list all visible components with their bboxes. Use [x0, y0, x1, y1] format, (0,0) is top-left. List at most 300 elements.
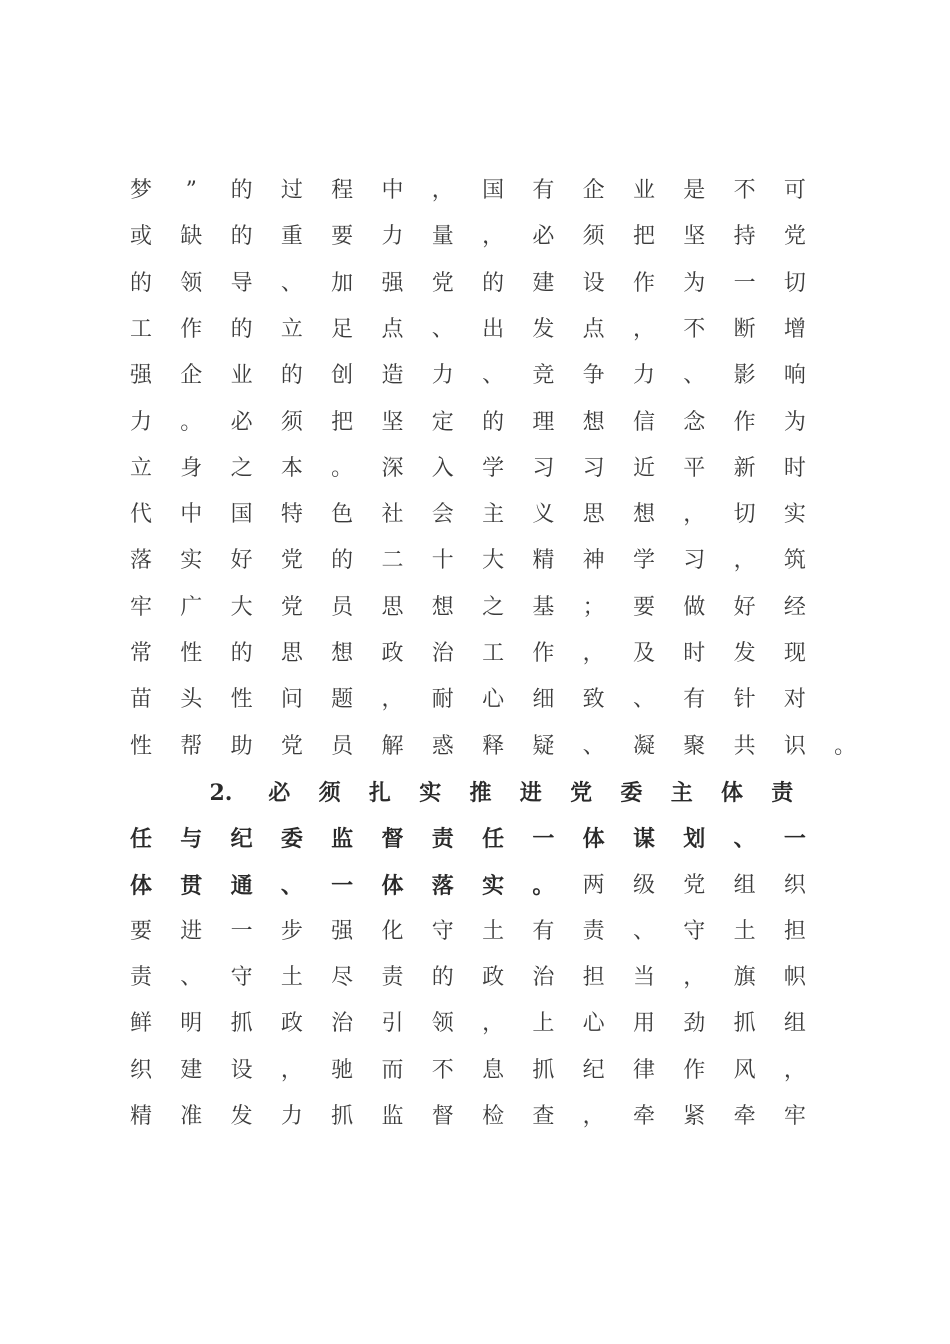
text-char: 责	[431, 826, 454, 853]
text-char: ，	[783, 1057, 806, 1083]
text-char: 治	[431, 641, 454, 666]
paragraph-1-line	[0, 214, 950, 260]
paragraph-2-line	[0, 1094, 950, 1140]
text-char: 帮	[180, 733, 203, 759]
text-char: 、	[733, 826, 756, 853]
text-char: 切	[783, 270, 806, 296]
text-char: 细	[532, 687, 555, 713]
text-char: 断	[733, 316, 756, 342]
text-char: 把	[632, 224, 655, 250]
text-char: 一	[230, 918, 253, 944]
text-char: 党	[280, 548, 303, 574]
text-char: 的	[230, 224, 253, 250]
text-char: 委	[620, 779, 643, 806]
text-char: 落	[129, 548, 152, 574]
text-char: 梦	[129, 178, 152, 203]
text-char: 须	[280, 409, 303, 435]
text-char: 明	[180, 1011, 203, 1037]
text-char: 影	[733, 363, 756, 389]
text-char: 会	[431, 502, 454, 528]
text-char: 组	[733, 872, 756, 898]
paragraph-2-line	[0, 1001, 950, 1047]
text-char: 作	[632, 270, 655, 296]
text-char: 党	[280, 733, 303, 759]
text-char: 量	[431, 224, 454, 250]
text-char: 牵	[733, 1104, 756, 1129]
text-char: 设	[230, 1057, 253, 1083]
text-char: 强	[331, 918, 354, 944]
text-char: 平	[683, 455, 706, 481]
text-char: 实	[482, 872, 505, 899]
text-char: 发	[733, 641, 756, 666]
paragraph-2-line	[0, 955, 950, 1001]
text-char: 通	[230, 872, 253, 899]
text-char: 广	[180, 594, 203, 620]
text-char: 性	[129, 733, 152, 759]
text-char: 经	[783, 594, 806, 620]
text-char: 当	[632, 965, 655, 991]
text-char: 须	[318, 779, 341, 806]
text-char: 题	[331, 687, 354, 713]
text-char: 代	[129, 502, 152, 528]
text-char: 想	[582, 409, 605, 435]
text-char: ，	[431, 178, 454, 203]
paragraph-1-line	[0, 353, 950, 399]
text-char: 力	[381, 224, 404, 250]
text-char: 不	[431, 1057, 454, 1083]
text-char: 必	[230, 409, 253, 435]
text-char: 一	[733, 270, 756, 296]
text-char: 责	[381, 965, 404, 991]
text-char: 员	[331, 594, 354, 620]
text-char: 立	[129, 455, 152, 481]
text-char: 国	[482, 178, 505, 203]
text-char: 心	[482, 687, 505, 713]
text-char: 理	[532, 409, 555, 435]
text-char: 作	[683, 1057, 706, 1083]
text-char: 作	[532, 641, 555, 666]
text-char: 一	[331, 872, 354, 899]
text-char: 为	[683, 270, 706, 296]
text-char: 、	[431, 316, 454, 342]
text-char: 共	[733, 733, 756, 759]
text-char: 本	[280, 455, 303, 481]
text-char: 神	[582, 548, 605, 574]
text-char: 督	[381, 826, 404, 853]
text-char: 帜	[783, 965, 806, 991]
paragraph-2-line	[0, 816, 950, 862]
text-char: 的	[482, 270, 505, 296]
text-char: 建	[180, 1057, 203, 1083]
text-char: 、	[683, 363, 706, 389]
text-char: 入	[431, 455, 454, 481]
text-char: 立	[280, 316, 303, 342]
text-char: 建	[532, 270, 555, 296]
text-char: 担	[783, 918, 806, 944]
text-char: 惑	[431, 733, 454, 759]
text-char: 必	[268, 779, 291, 806]
text-char: 问	[280, 687, 303, 713]
text-char: 土	[733, 918, 756, 944]
text-char: 常	[129, 641, 152, 666]
text-char: 检	[482, 1104, 505, 1129]
text-char: 业	[632, 178, 655, 203]
text-char: 主	[670, 779, 693, 806]
text-char: 的	[129, 270, 152, 296]
text-char: 政	[381, 641, 404, 666]
text-char: 的	[331, 548, 354, 574]
text-char: 而	[381, 1057, 404, 1083]
text-char: 抓	[733, 1011, 756, 1037]
text-char: 时	[683, 641, 706, 666]
text-char: 要	[331, 224, 354, 250]
text-char: 牢	[783, 1104, 806, 1129]
text-char: 贯	[180, 872, 203, 899]
text-char: 用	[632, 1011, 655, 1037]
text-char: 心	[582, 1011, 605, 1037]
text-char: 想	[431, 594, 454, 620]
text-char: 现	[783, 641, 806, 666]
text-char: 抓	[331, 1104, 354, 1129]
text-char: 对	[783, 687, 806, 713]
text-char: 要	[129, 918, 152, 944]
text-char: 督	[431, 1104, 454, 1129]
text-char: 责	[582, 918, 605, 944]
text-char: 治	[532, 965, 555, 991]
text-char: ，	[632, 316, 655, 342]
text-char: 。	[331, 455, 354, 481]
text-char: 旗	[733, 965, 756, 991]
text-char: 两	[582, 872, 605, 898]
text-char: 委	[280, 826, 303, 853]
text-char: 筑	[783, 548, 806, 574]
text-char: 治	[331, 1011, 354, 1037]
text-char: 领	[180, 270, 203, 296]
text-char: 思	[582, 502, 605, 528]
text-char: 坚	[381, 409, 404, 435]
text-char: 想	[632, 502, 655, 528]
text-char: 足	[331, 316, 354, 342]
text-char: 须	[582, 224, 605, 250]
text-char: 精	[129, 1104, 152, 1129]
text-char: 驰	[331, 1057, 354, 1083]
text-char: 政	[482, 965, 505, 991]
paragraph-1-line	[0, 585, 950, 631]
text-char: 持	[733, 224, 756, 250]
text-char: 抓	[230, 1011, 253, 1037]
text-char: 想	[331, 641, 354, 666]
text-char: ，	[482, 224, 505, 250]
text-char: 责	[129, 965, 152, 991]
text-char: 设	[582, 270, 605, 296]
text-char: 苗	[129, 687, 152, 713]
text-char: 发	[532, 316, 555, 342]
paragraph-1-line	[0, 631, 950, 677]
text-char: 责	[771, 779, 794, 806]
text-char: 深	[381, 455, 404, 481]
text-char: 精	[532, 548, 555, 574]
text-char: 有	[683, 687, 706, 713]
paragraph-1-line	[0, 677, 950, 723]
text-char: 作	[733, 409, 756, 435]
text-char: 坚	[683, 224, 706, 250]
text-char: 念	[683, 409, 706, 435]
text-char: 中	[180, 502, 203, 528]
text-char: 及	[632, 641, 655, 666]
text-char: 的	[230, 178, 253, 203]
text-char: ，	[582, 1104, 605, 1129]
text-char: 组	[783, 1011, 806, 1037]
text-char: 任	[482, 826, 505, 853]
text-char: ；	[582, 594, 605, 620]
text-char: 织	[783, 872, 806, 898]
text-char: 进	[180, 918, 203, 944]
text-char: 切	[733, 502, 756, 528]
text-char: 的	[230, 641, 253, 666]
text-char: 过	[280, 178, 303, 203]
text-char: 发	[230, 1104, 253, 1129]
text-char: 信	[632, 409, 655, 435]
text-char: 好	[733, 594, 756, 620]
text-char: 时	[783, 455, 806, 481]
text-char: 党	[280, 594, 303, 620]
text-char: 党	[783, 224, 806, 250]
text-char: 鲜	[129, 1011, 152, 1037]
text-char: 、	[632, 918, 655, 944]
text-char: 党	[431, 270, 454, 296]
text-char: 创	[331, 363, 354, 389]
text-char: 准	[180, 1104, 203, 1129]
text-char: 点	[381, 316, 404, 342]
text-char: 尽	[331, 965, 354, 991]
text-char: 之	[230, 455, 253, 481]
text-char: 谋	[632, 826, 655, 853]
text-char: 中	[381, 178, 404, 203]
text-char: 守	[230, 965, 253, 991]
text-char: 化	[381, 918, 404, 944]
text-char: 不	[683, 316, 706, 342]
text-char: 致	[582, 687, 605, 713]
text-char: 业	[230, 363, 253, 389]
text-char: 步	[280, 918, 303, 944]
text-char: 重	[280, 224, 303, 250]
text-char: 主	[482, 502, 505, 528]
text-char: 实	[783, 502, 806, 528]
text-char: 学	[632, 548, 655, 574]
text-char: 牵	[632, 1104, 655, 1129]
text-char: 、	[180, 965, 203, 991]
text-char: 抓	[532, 1057, 555, 1083]
text-char: 特	[280, 502, 303, 528]
text-char: 导	[230, 270, 253, 296]
text-char: 有	[532, 178, 555, 203]
text-char: 国	[230, 502, 253, 528]
text-char: ，	[381, 687, 404, 713]
text-char: 聚	[683, 733, 706, 759]
text-char: 出	[482, 316, 505, 342]
text-char: 、	[582, 733, 605, 759]
text-char: 为	[783, 409, 806, 435]
text-char: ，	[683, 502, 706, 528]
text-char: 释	[482, 733, 505, 759]
text-char: 学	[482, 455, 505, 481]
text-char: 要	[632, 594, 655, 620]
text-char: 或	[129, 224, 152, 250]
text-char: 点	[582, 316, 605, 342]
text-char: 体	[721, 779, 744, 806]
text-char: 程	[331, 178, 354, 203]
text-char: 工	[129, 316, 152, 342]
text-char: 思	[280, 641, 303, 666]
paragraph-2-line	[0, 1048, 950, 1094]
text-char: 色	[331, 502, 354, 528]
text-char: 任	[129, 826, 152, 853]
text-char: 实	[419, 779, 442, 806]
text-char: 身	[180, 455, 203, 481]
text-char: 工	[482, 641, 505, 666]
paragraph-1-line	[0, 538, 950, 584]
text-char: 凝	[632, 733, 655, 759]
text-char: 体	[582, 826, 605, 853]
text-char: 上	[532, 1011, 555, 1037]
text-char: 习	[582, 455, 605, 481]
text-char: 性	[180, 641, 203, 666]
text-char: ，	[280, 1057, 303, 1083]
text-char: 守	[683, 918, 706, 944]
text-char: 一	[532, 826, 555, 853]
text-char: ，	[733, 548, 756, 574]
text-char: 之	[482, 594, 505, 620]
text-char: 习	[532, 455, 555, 481]
text-char: 、	[482, 363, 505, 389]
paragraph-1-line	[0, 446, 950, 492]
text-char: 把	[331, 409, 354, 435]
text-char: 查	[532, 1104, 555, 1129]
paragraph-2-line	[0, 863, 950, 909]
paragraph-2-line	[0, 909, 950, 955]
text-char: 律	[632, 1057, 655, 1083]
text-char: 纪	[582, 1057, 605, 1083]
text-char: 领	[431, 1011, 454, 1037]
text-char: 争	[582, 363, 605, 389]
text-char: 做	[683, 594, 706, 620]
text-char: 的	[280, 363, 303, 389]
paragraph-1-line	[0, 400, 950, 446]
text-char: 担	[582, 965, 605, 991]
text-char: 进	[519, 779, 542, 806]
text-char: 守	[431, 918, 454, 944]
text-char: 、	[632, 687, 655, 713]
text-char: 划	[683, 826, 706, 853]
text-char: 纪	[230, 826, 253, 853]
text-char: 引	[381, 1011, 404, 1037]
text-char: 作	[180, 316, 203, 342]
text-char: 大	[230, 594, 253, 620]
paragraph-1-line	[0, 168, 950, 214]
text-char: ，	[482, 1011, 505, 1037]
text-char: 是	[683, 178, 706, 203]
text-char: 大	[482, 548, 505, 574]
text-char: 党	[683, 872, 706, 898]
text-char: 力	[280, 1104, 303, 1129]
text-char: ，	[582, 641, 605, 666]
text-char: 思	[381, 594, 404, 620]
text-char: 增	[783, 316, 806, 342]
text-char: 监	[331, 826, 354, 853]
text-char: 。	[532, 872, 555, 899]
text-char: 识	[783, 733, 806, 759]
text-char: 解	[381, 733, 404, 759]
text-char: 定	[431, 409, 454, 435]
text-char: 土	[482, 918, 505, 944]
text-char: 响	[783, 363, 806, 389]
text-char: ，	[683, 965, 706, 991]
text-char: 、	[280, 270, 303, 296]
text-char: 缺	[180, 224, 203, 250]
text-char: 党	[570, 779, 593, 806]
text-char: 级	[632, 872, 655, 898]
text-char: 企	[180, 363, 203, 389]
text-char: 推	[469, 779, 492, 806]
text-char: 助	[230, 733, 253, 759]
text-char: 基	[532, 594, 555, 620]
text-char: 义	[532, 502, 555, 528]
text-char: 风	[733, 1057, 756, 1083]
paragraph-1-line	[0, 307, 950, 353]
text-char: 、	[280, 872, 303, 899]
text-char: ”	[185, 178, 197, 203]
text-char: 。	[180, 409, 203, 435]
text-char: 竞	[532, 363, 555, 389]
text-char: 耐	[431, 687, 454, 713]
text-char: 疑	[532, 733, 555, 759]
text-char: 针	[733, 687, 756, 713]
text-char: 必	[532, 224, 555, 250]
text-char: 造	[381, 363, 404, 389]
text-char: 力	[129, 409, 152, 435]
text-char: 十	[431, 548, 454, 574]
heading-number: 2.	[209, 779, 233, 806]
paragraph-2-heading-line	[0, 770, 950, 816]
text-char: 强	[129, 363, 152, 389]
text-char: 头	[180, 687, 203, 713]
text-char: 力	[431, 363, 454, 389]
text-char: 体	[129, 872, 152, 899]
text-char: 牢	[129, 594, 152, 620]
text-char: 力	[632, 363, 655, 389]
text-char: 近	[632, 455, 655, 481]
text-char: 新	[733, 455, 756, 481]
text-char: 强	[381, 270, 404, 296]
text-char: 的	[230, 316, 253, 342]
text-char: 加	[331, 270, 354, 296]
text-char: 企	[582, 178, 605, 203]
text-char: 扎	[368, 779, 391, 806]
paragraph-1-line	[0, 724, 950, 770]
text-char: 性	[230, 687, 253, 713]
text-char: 土	[280, 965, 303, 991]
paragraph-1-line	[0, 261, 950, 307]
text-char: 实	[180, 548, 203, 574]
text-char: 二	[381, 548, 404, 574]
text-char: 好	[230, 548, 253, 574]
text-char: 与	[180, 826, 203, 853]
text-char: 的	[431, 965, 454, 991]
text-char: 监	[381, 1104, 404, 1129]
text-char: 可	[783, 178, 806, 203]
text-char: 有	[532, 918, 555, 944]
text-char: 社	[381, 502, 404, 528]
